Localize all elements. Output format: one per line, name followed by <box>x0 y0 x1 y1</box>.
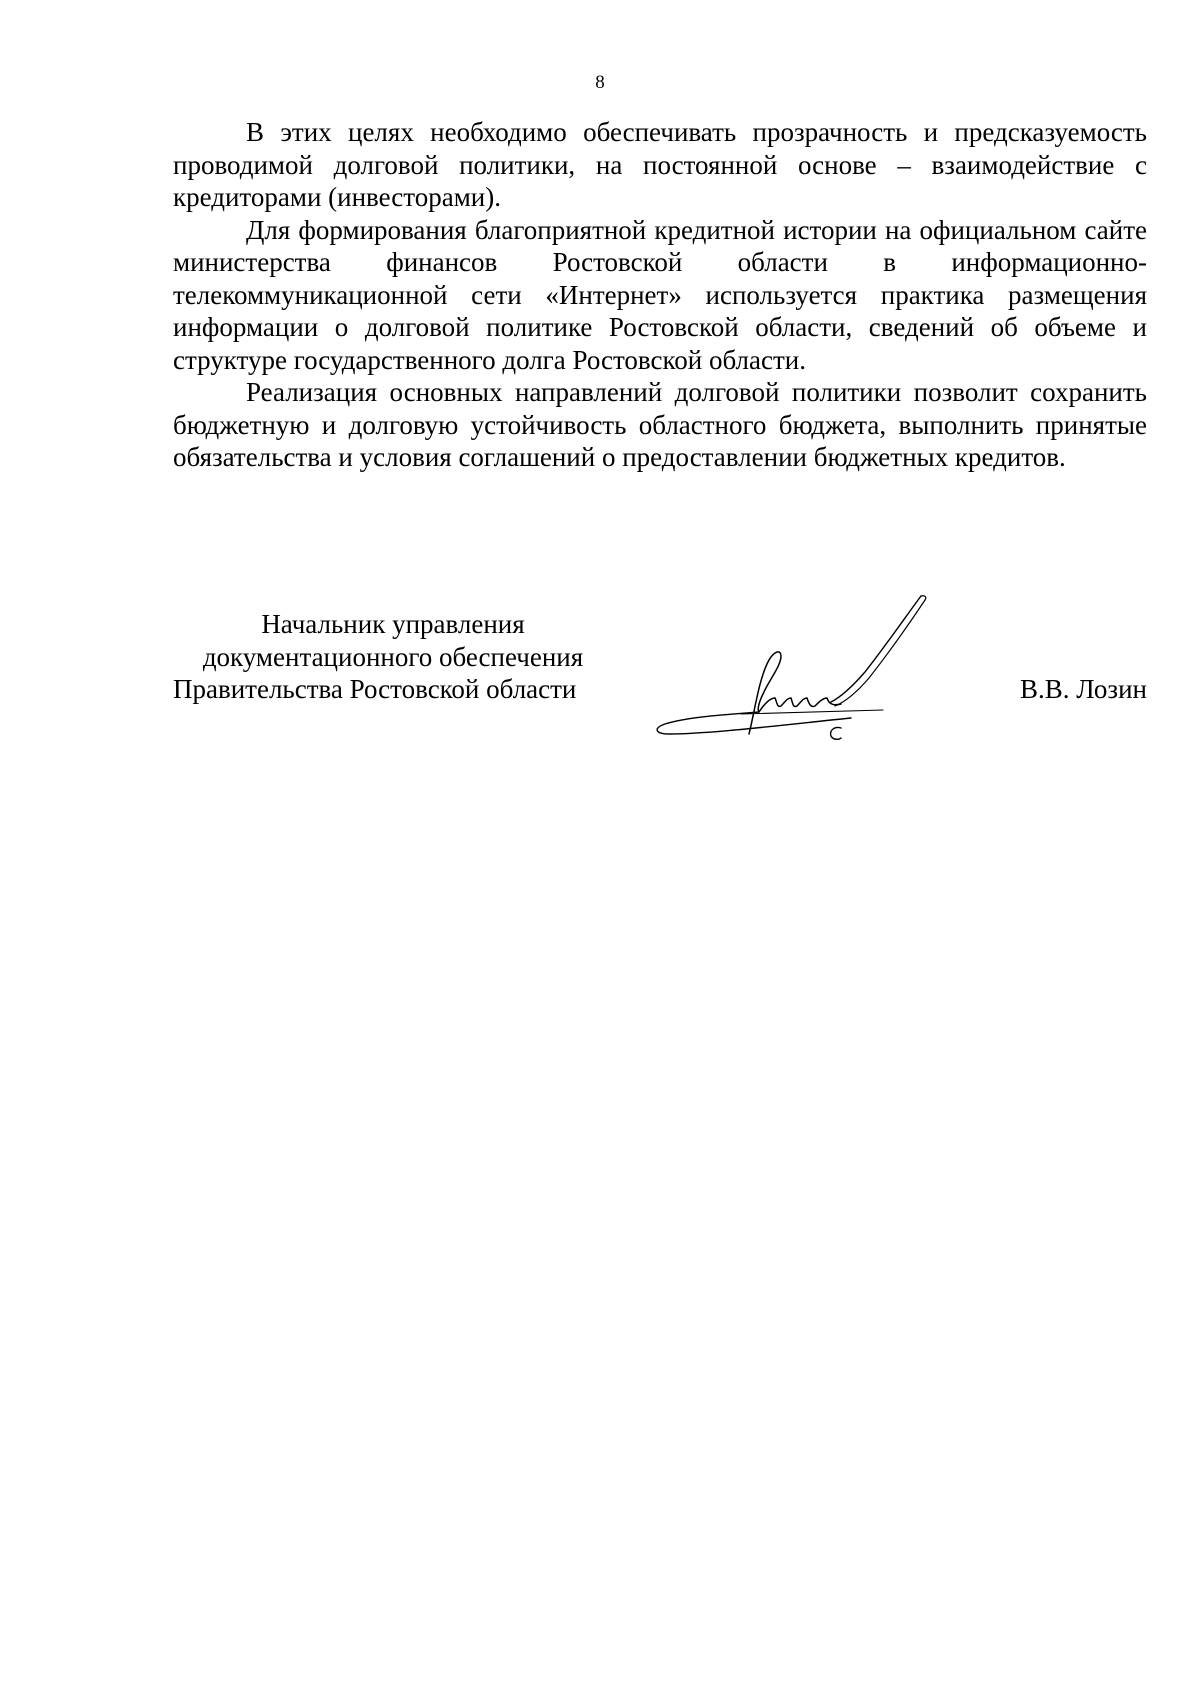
signature-block <box>173 608 1147 748</box>
page-number: 8 <box>595 72 605 93</box>
handwritten-signature <box>651 594 991 744</box>
signer-title-line-1: Начальник управления <box>261 609 525 639</box>
signer-title-line-2: документационного обеспечения <box>202 641 584 672</box>
signer-title <box>173 608 613 706</box>
document-body <box>173 116 1147 474</box>
signer-name: В.В. Лозин <box>1020 674 1147 704</box>
paragraph-transparency: В этих целях необходимо обеспечивать прозрачность и предсказуемость проводимой долговой политики, на постоянной основе – взаимодействие с кредиторами (инвесторами). <box>173 117 1147 212</box>
signer-title-line-3: Правительства Ростовской области <box>173 674 577 704</box>
paragraph-credit-history: Для формирования благоприятной кредитной истории на официальном сайте министерства финансов Ростовской области в информационно-телекоммуникационной сети «Интернет» используется практика размещения информации о долговой политике Ростовской области, сведений об объеме и структуре государственного долга Ростовской области. <box>173 214 1147 375</box>
paragraph-implementation: Реализация основных направлений долговой политики позволит сохранить бюджетную и долговую устойчивость областного бюджета, выполнить принятые обязательства и условия соглашений о предоставлении бюджетных кредитов. <box>173 377 1147 472</box>
